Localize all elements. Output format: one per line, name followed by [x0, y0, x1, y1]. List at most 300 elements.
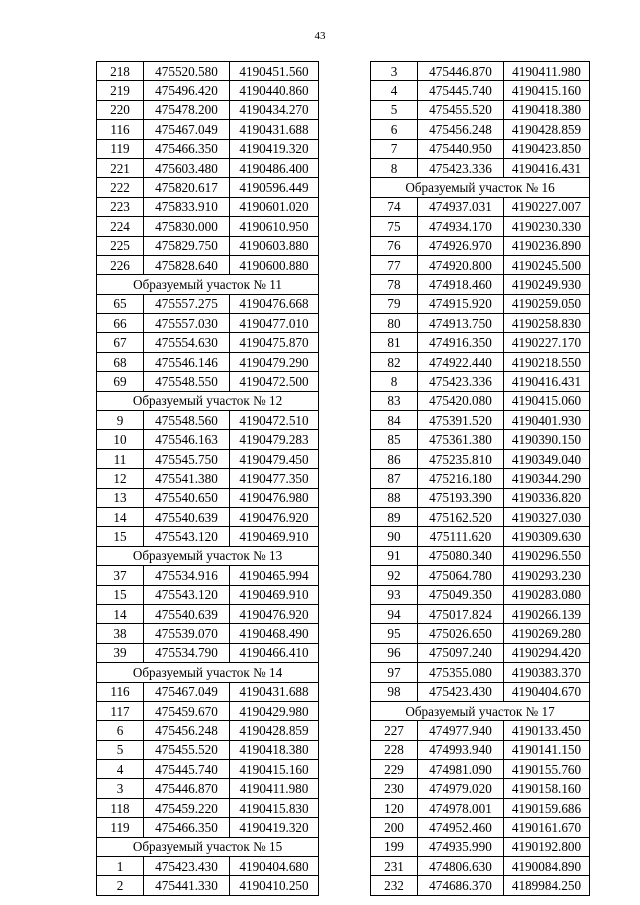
coordinate-row — [371, 779, 590, 798]
x-coordinate: 475440.950 — [418, 139, 504, 158]
y-coordinate: 4190418.380 — [230, 740, 319, 759]
point-number: 116 — [97, 682, 144, 701]
x-coordinate: 475097.240 — [418, 643, 504, 662]
point-number: 230 — [371, 779, 418, 798]
point-number: 6 — [97, 721, 144, 740]
y-coordinate: 4190161.670 — [504, 818, 590, 837]
coordinate-row — [97, 100, 319, 119]
coordinate-row — [97, 178, 319, 197]
y-coordinate: 4190415.060 — [504, 391, 590, 410]
y-coordinate: 4190401.930 — [504, 411, 590, 430]
point-number: 4 — [371, 81, 418, 100]
coordinate-row — [371, 352, 590, 371]
y-coordinate: 4190327.030 — [504, 507, 590, 526]
y-coordinate: 4190309.630 — [504, 527, 590, 546]
y-coordinate: 4190133.450 — [504, 721, 590, 740]
y-coordinate: 4190451.560 — [230, 62, 319, 81]
y-coordinate: 4190293.230 — [504, 566, 590, 585]
coordinate-row — [371, 62, 590, 81]
y-coordinate: 4190419.320 — [230, 139, 319, 158]
point-number: 84 — [371, 411, 418, 430]
point-number: 90 — [371, 527, 418, 546]
x-coordinate: 474952.460 — [418, 818, 504, 837]
point-number: 232 — [371, 876, 418, 895]
y-coordinate: 4190383.370 — [504, 663, 590, 682]
x-coordinate: 475546.146 — [144, 352, 230, 371]
x-coordinate: 474916.350 — [418, 333, 504, 352]
x-coordinate: 474977.940 — [418, 721, 504, 740]
coordinate-row — [371, 430, 590, 449]
y-coordinate: 4190476.668 — [230, 294, 319, 313]
x-coordinate: 475557.275 — [144, 294, 230, 313]
x-coordinate: 475603.480 — [144, 158, 230, 177]
point-number: 82 — [371, 352, 418, 371]
coordinate-row — [97, 372, 319, 391]
point-number: 119 — [97, 818, 144, 837]
point-number: 5 — [371, 100, 418, 119]
point-number: 86 — [371, 449, 418, 468]
y-coordinate: 4190418.380 — [504, 100, 590, 119]
coordinate-row — [371, 197, 590, 216]
coordinate-row — [371, 255, 590, 274]
point-number: 11 — [97, 449, 144, 468]
y-coordinate: 4190404.670 — [504, 682, 590, 701]
x-coordinate: 475459.220 — [144, 798, 230, 817]
coordinate-row — [97, 488, 319, 507]
point-number: 96 — [371, 643, 418, 662]
coordinate-row — [97, 255, 319, 274]
point-number: 223 — [97, 197, 144, 216]
point-number: 5 — [97, 740, 144, 759]
y-coordinate: 4190472.510 — [230, 411, 319, 430]
y-coordinate: 4190431.688 — [230, 682, 319, 701]
point-number: 218 — [97, 62, 144, 81]
x-coordinate: 474937.031 — [418, 197, 504, 216]
x-coordinate: 475455.520 — [144, 740, 230, 759]
coordinate-row — [97, 507, 319, 526]
x-coordinate: 475391.520 — [418, 411, 504, 430]
y-coordinate: 4190258.830 — [504, 314, 590, 333]
y-coordinate: 4190227.170 — [504, 333, 590, 352]
y-coordinate: 4190159.686 — [504, 798, 590, 817]
point-number: 8 — [371, 372, 418, 391]
x-coordinate: 474993.940 — [418, 740, 504, 759]
point-number: 77 — [371, 255, 418, 274]
coordinate-row — [97, 682, 319, 701]
y-coordinate: 4190429.980 — [230, 701, 319, 720]
y-coordinate: 4190344.290 — [504, 469, 590, 488]
x-coordinate: 475540.650 — [144, 488, 230, 507]
x-coordinate: 475539.070 — [144, 624, 230, 643]
x-coordinate: 475543.120 — [144, 527, 230, 546]
coordinate-row — [97, 430, 319, 449]
point-number: 76 — [371, 236, 418, 255]
x-coordinate: 475446.870 — [144, 779, 230, 798]
x-coordinate: 475478.200 — [144, 100, 230, 119]
point-number: 119 — [97, 139, 144, 158]
y-coordinate: 4190423.850 — [504, 139, 590, 158]
point-number: 10 — [97, 430, 144, 449]
point-number: 229 — [371, 760, 418, 779]
coordinate-row — [371, 314, 590, 333]
coordinate-row — [371, 139, 590, 158]
coordinate-row — [371, 236, 590, 255]
point-number: 14 — [97, 604, 144, 623]
y-coordinate: 4190479.450 — [230, 449, 319, 468]
point-number: 226 — [97, 255, 144, 274]
coordinate-row — [97, 333, 319, 352]
y-coordinate: 4190404.680 — [230, 857, 319, 876]
x-coordinate: 474981.090 — [418, 760, 504, 779]
x-coordinate: 475829.750 — [144, 236, 230, 255]
section-title: Образуемый участок № 14 — [97, 663, 319, 682]
y-coordinate: 4190476.920 — [230, 604, 319, 623]
section-title: Образуемый участок № 16 — [371, 178, 590, 197]
coordinate-row — [97, 566, 319, 585]
y-coordinate: 4190158.160 — [504, 779, 590, 798]
coordinate-row — [371, 643, 590, 662]
coordinate-row — [97, 158, 319, 177]
y-coordinate: 4190415.830 — [230, 798, 319, 817]
point-number: 219 — [97, 81, 144, 100]
coordinate-row — [97, 818, 319, 837]
coordinate-row — [97, 62, 319, 81]
coordinate-row — [97, 585, 319, 604]
point-number: 120 — [371, 798, 418, 817]
y-coordinate: 4190336.820 — [504, 488, 590, 507]
x-coordinate: 475445.740 — [418, 81, 504, 100]
x-coordinate: 475833.910 — [144, 197, 230, 216]
coordinate-row — [97, 604, 319, 623]
page-number: 43 — [314, 30, 326, 42]
point-number: 224 — [97, 217, 144, 236]
coordinate-row — [371, 100, 590, 119]
point-number: 6 — [371, 120, 418, 139]
x-coordinate: 475466.350 — [144, 139, 230, 158]
x-coordinate: 475557.030 — [144, 314, 230, 333]
coordinate-row — [371, 566, 590, 585]
x-coordinate: 475546.163 — [144, 430, 230, 449]
point-number: 92 — [371, 566, 418, 585]
coordinate-row — [371, 740, 590, 759]
coordinate-row — [97, 760, 319, 779]
point-number: 87 — [371, 469, 418, 488]
coordinate-row — [97, 139, 319, 158]
coordinate-row — [97, 120, 319, 139]
x-coordinate: 475026.650 — [418, 624, 504, 643]
coordinate-row — [371, 527, 590, 546]
coordinate-row — [97, 721, 319, 740]
point-number: 93 — [371, 585, 418, 604]
coordinate-row — [371, 449, 590, 468]
section-header-row — [97, 546, 319, 565]
section-header-row — [97, 837, 319, 856]
point-number: 15 — [97, 585, 144, 604]
coordinates-table-left — [96, 61, 319, 896]
y-coordinate: 4190410.250 — [230, 876, 319, 895]
coordinate-row — [97, 798, 319, 817]
y-coordinate: 4190476.920 — [230, 507, 319, 526]
x-coordinate: 475049.350 — [418, 585, 504, 604]
y-coordinate: 4190486.400 — [230, 158, 319, 177]
coordinate-row — [97, 81, 319, 100]
x-coordinate: 475423.430 — [144, 857, 230, 876]
y-coordinate: 4190155.760 — [504, 760, 590, 779]
point-number: 94 — [371, 604, 418, 623]
y-coordinate: 4190465.994 — [230, 566, 319, 585]
section-title: Образуемый участок № 11 — [97, 275, 319, 294]
coordinate-row — [371, 488, 590, 507]
y-coordinate: 4190610.950 — [230, 217, 319, 236]
coordinate-row — [371, 217, 590, 236]
coordinate-row — [371, 275, 590, 294]
y-coordinate: 4190245.500 — [504, 255, 590, 274]
point-number: 78 — [371, 275, 418, 294]
coordinates-table-right — [370, 61, 590, 896]
point-number: 97 — [371, 663, 418, 682]
x-coordinate: 475111.620 — [418, 527, 504, 546]
coordinate-row — [371, 294, 590, 313]
y-coordinate: 4190479.283 — [230, 430, 319, 449]
point-number: 14 — [97, 507, 144, 526]
y-coordinate: 4190294.420 — [504, 643, 590, 662]
x-coordinate: 475064.780 — [418, 566, 504, 585]
point-number: 222 — [97, 178, 144, 197]
point-number: 8 — [371, 158, 418, 177]
x-coordinate: 475820.617 — [144, 178, 230, 197]
coordinate-row — [371, 81, 590, 100]
y-coordinate: 4190477.010 — [230, 314, 319, 333]
section-header-row — [371, 701, 590, 720]
x-coordinate: 475423.336 — [418, 372, 504, 391]
section-title: Образуемый участок № 15 — [97, 837, 319, 856]
y-coordinate: 4190230.330 — [504, 217, 590, 236]
y-coordinate: 4190390.150 — [504, 430, 590, 449]
x-coordinate: 475441.330 — [144, 876, 230, 895]
coordinate-row — [97, 624, 319, 643]
y-coordinate: 4190477.350 — [230, 469, 319, 488]
point-number: 118 — [97, 798, 144, 817]
point-number: 80 — [371, 314, 418, 333]
coordinate-row — [97, 449, 319, 468]
point-number: 13 — [97, 488, 144, 507]
x-coordinate: 475541.380 — [144, 469, 230, 488]
point-number: 200 — [371, 818, 418, 837]
x-coordinate: 474915.920 — [418, 294, 504, 313]
y-coordinate: 4190428.859 — [504, 120, 590, 139]
point-number: 83 — [371, 391, 418, 410]
x-coordinate: 474979.020 — [418, 779, 504, 798]
coordinate-row — [97, 701, 319, 720]
x-coordinate: 475828.640 — [144, 255, 230, 274]
coordinate-row — [371, 120, 590, 139]
x-coordinate: 475545.750 — [144, 449, 230, 468]
y-coordinate: 4190416.431 — [504, 372, 590, 391]
x-coordinate: 475446.870 — [418, 62, 504, 81]
x-coordinate: 475534.916 — [144, 566, 230, 585]
coordinate-row — [97, 779, 319, 798]
y-coordinate: 4190431.688 — [230, 120, 319, 139]
point-number: 1 — [97, 857, 144, 876]
x-coordinate: 475467.049 — [144, 120, 230, 139]
x-coordinate: 474918.460 — [418, 275, 504, 294]
y-coordinate: 4190434.270 — [230, 100, 319, 119]
coordinates-table-left-body — [97, 62, 319, 896]
section-header-row — [97, 663, 319, 682]
coordinate-row — [371, 507, 590, 526]
y-coordinate: 4190600.880 — [230, 255, 319, 274]
x-coordinate: 475534.790 — [144, 643, 230, 662]
coordinate-row — [371, 857, 590, 876]
x-coordinate: 475456.248 — [418, 120, 504, 139]
y-coordinate: 4190192.800 — [504, 837, 590, 856]
y-coordinate: 4190227.007 — [504, 197, 590, 216]
coordinates-table-right-body — [371, 62, 590, 896]
coordinate-row — [371, 837, 590, 856]
x-coordinate: 475445.740 — [144, 760, 230, 779]
y-coordinate: 4190468.490 — [230, 624, 319, 643]
point-number: 37 — [97, 566, 144, 585]
coordinate-row — [371, 624, 590, 643]
y-coordinate: 4190469.910 — [230, 585, 319, 604]
point-number: 117 — [97, 701, 144, 720]
point-number: 2 — [97, 876, 144, 895]
coordinate-row — [97, 469, 319, 488]
coordinate-row — [371, 333, 590, 352]
y-coordinate: 4190283.080 — [504, 585, 590, 604]
point-number: 66 — [97, 314, 144, 333]
point-number: 227 — [371, 721, 418, 740]
x-coordinate: 475193.390 — [418, 488, 504, 507]
y-coordinate: 4190269.280 — [504, 624, 590, 643]
x-coordinate: 474920.800 — [418, 255, 504, 274]
point-number: 38 — [97, 624, 144, 643]
section-header-row — [97, 275, 319, 294]
y-coordinate: 4190601.020 — [230, 197, 319, 216]
x-coordinate: 475543.120 — [144, 585, 230, 604]
coordinate-row — [371, 411, 590, 430]
coordinate-row — [371, 391, 590, 410]
y-coordinate: 4190472.500 — [230, 372, 319, 391]
point-number: 74 — [371, 197, 418, 216]
point-number: 88 — [371, 488, 418, 507]
x-coordinate: 475455.520 — [418, 100, 504, 119]
y-coordinate: 4190479.290 — [230, 352, 319, 371]
point-number: 67 — [97, 333, 144, 352]
x-coordinate: 474922.440 — [418, 352, 504, 371]
y-coordinate: 4190266.139 — [504, 604, 590, 623]
x-coordinate: 475420.080 — [418, 391, 504, 410]
point-number: 9 — [97, 411, 144, 430]
coordinate-row — [371, 585, 590, 604]
coordinate-row — [97, 314, 319, 333]
coordinate-row — [371, 721, 590, 740]
x-coordinate: 474935.990 — [418, 837, 504, 856]
y-coordinate: 4190476.980 — [230, 488, 319, 507]
point-number: 85 — [371, 430, 418, 449]
point-number: 231 — [371, 857, 418, 876]
x-coordinate: 475520.580 — [144, 62, 230, 81]
y-coordinate: 4190411.980 — [504, 62, 590, 81]
coordinate-row — [371, 760, 590, 779]
x-coordinate: 475235.810 — [418, 449, 504, 468]
coordinate-row — [371, 469, 590, 488]
point-number: 221 — [97, 158, 144, 177]
coordinate-row — [97, 197, 319, 216]
x-coordinate: 475540.639 — [144, 507, 230, 526]
y-coordinate: 4190218.550 — [504, 352, 590, 371]
y-coordinate: 4190349.040 — [504, 449, 590, 468]
x-coordinate: 474978.001 — [418, 798, 504, 817]
x-coordinate: 474913.750 — [418, 314, 504, 333]
coordinate-row — [97, 876, 319, 895]
y-coordinate: 4190419.320 — [230, 818, 319, 837]
y-coordinate: 4190440.860 — [230, 81, 319, 100]
y-coordinate: 4190415.160 — [230, 760, 319, 779]
point-number: 3 — [97, 779, 144, 798]
coordinate-row — [97, 352, 319, 371]
y-coordinate: 4190141.150 — [504, 740, 590, 759]
x-coordinate: 475162.520 — [418, 507, 504, 526]
coordinate-row — [97, 411, 319, 430]
x-coordinate: 475459.670 — [144, 701, 230, 720]
point-number: 89 — [371, 507, 418, 526]
coordinate-row — [97, 643, 319, 662]
x-coordinate: 475355.080 — [418, 663, 504, 682]
x-coordinate: 475830.000 — [144, 217, 230, 236]
x-coordinate: 475423.336 — [418, 158, 504, 177]
x-coordinate: 475216.180 — [418, 469, 504, 488]
y-coordinate: 4189984.250 — [504, 876, 590, 895]
point-number: 4 — [97, 760, 144, 779]
y-coordinate: 4190084.890 — [504, 857, 590, 876]
coordinate-row — [371, 546, 590, 565]
y-coordinate: 4190469.910 — [230, 527, 319, 546]
point-number: 220 — [97, 100, 144, 119]
coordinate-row — [371, 876, 590, 895]
x-coordinate: 475017.824 — [418, 604, 504, 623]
y-coordinate: 4190466.410 — [230, 643, 319, 662]
point-number: 199 — [371, 837, 418, 856]
x-coordinate: 475548.550 — [144, 372, 230, 391]
point-number: 95 — [371, 624, 418, 643]
y-coordinate: 4190596.449 — [230, 178, 319, 197]
point-number: 79 — [371, 294, 418, 313]
point-number: 12 — [97, 469, 144, 488]
point-number: 116 — [97, 120, 144, 139]
coordinate-row — [371, 663, 590, 682]
x-coordinate: 475361.380 — [418, 430, 504, 449]
coordinate-row — [97, 294, 319, 313]
y-coordinate: 4190603.880 — [230, 236, 319, 255]
x-coordinate: 475548.560 — [144, 411, 230, 430]
coordinate-row — [371, 818, 590, 837]
point-number: 91 — [371, 546, 418, 565]
x-coordinate: 475554.630 — [144, 333, 230, 352]
coordinate-row — [97, 217, 319, 236]
coordinate-row — [97, 857, 319, 876]
x-coordinate: 475423.430 — [418, 682, 504, 701]
y-coordinate: 4190475.870 — [230, 333, 319, 352]
y-coordinate: 4190415.160 — [504, 81, 590, 100]
x-coordinate: 475456.248 — [144, 721, 230, 740]
point-number: 69 — [97, 372, 144, 391]
x-coordinate: 474686.370 — [418, 876, 504, 895]
y-coordinate: 4190236.890 — [504, 236, 590, 255]
x-coordinate: 474926.970 — [418, 236, 504, 255]
point-number: 228 — [371, 740, 418, 759]
point-number: 15 — [97, 527, 144, 546]
